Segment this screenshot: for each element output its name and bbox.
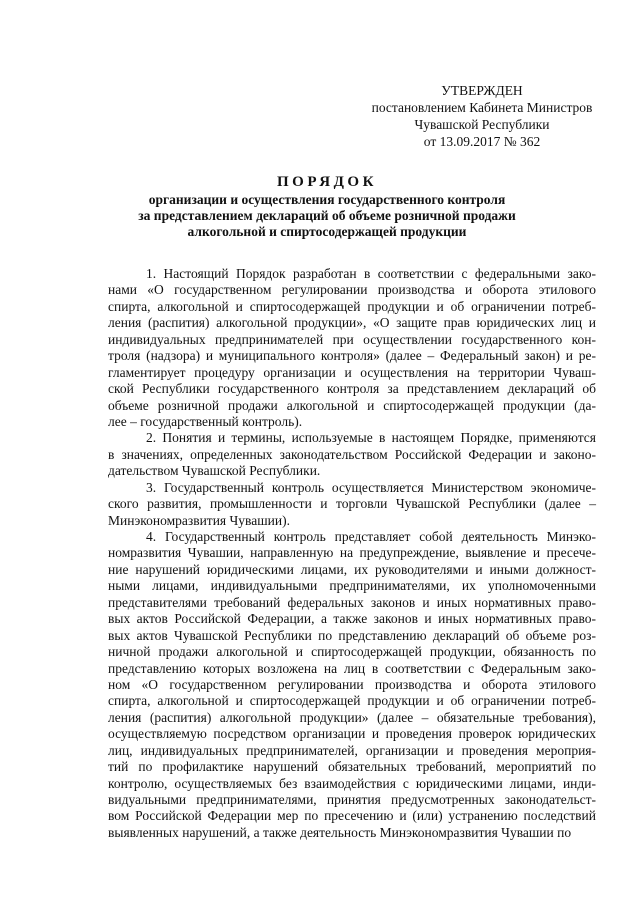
paragraph-3 [108, 480, 596, 529]
text-line: вых актов Чувашской Республики по представлению деклараций об объеме роз- [108, 627, 596, 643]
document-title: ПОРЯДОК [277, 174, 377, 190]
text-line: осуществляемую посредством организации и проведения проверок юридических [108, 726, 596, 742]
approval-stamp [362, 82, 602, 150]
subtitle-line: алкогольной и спиртосодержащей продукции [187, 224, 467, 239]
approval-line-2: Чувашской Республики [414, 117, 550, 132]
text-line: ления (распития) алкогольной продукции», «О защите прав юридических лиц и [108, 315, 596, 331]
text-line: тий по профилактике нарушений обязательных требований, мероприятий по [108, 759, 596, 775]
text-line: дательством Чувашской Республики. [108, 463, 321, 479]
text-line: 1. Настоящий Порядок разработан в соответствии с федеральными зако- [146, 266, 596, 281]
approval-line-3: от 13.09.2017 № 362 [423, 134, 541, 149]
paragraph-2 [108, 430, 596, 479]
text-line: ской Республики государственного контроля за представлением деклараций об [108, 381, 596, 397]
text-line: гламентирует процедуру организации и осуществления на территории Чуваш- [108, 364, 596, 380]
subtitle-line: за представлением деклараций об объеме розничной продажи [138, 208, 516, 223]
text-line: нами «О государственном регулировании производства и оборота этилового [108, 282, 596, 298]
text-line: объеме розничной продажи алкогольной и спиртосодержащей продукции (да- [108, 397, 596, 413]
text-line: 4. Государственный контроль представляет собой деятельность Минэко- [146, 529, 596, 544]
paragraph-1 [108, 266, 596, 430]
text-line: лиц, индивидуальных предпринимателей, организации и проведения мероприя- [108, 742, 596, 758]
text-line: номразвития Чувашии, направленную на предупреждение, выявление и пресече- [108, 545, 596, 561]
approval-heading: УТВЕРЖДЕН [441, 83, 523, 98]
text-line: 3. Государственный контроль осуществляется Министерством экономиче- [146, 479, 596, 495]
body-text [108, 266, 596, 841]
text-line: спирта, алкогольной и спиртосодержащей продукции и об ограничении потреб- [108, 693, 596, 709]
text-line: ления (распития) алкогольной продукции» (далее – обязательные требования), [108, 709, 596, 725]
subtitle-line: организации и осуществления государственного контроля [148, 192, 506, 207]
text-line: спирта, алкогольной и спиртосодержащей продукции и об ограничении потреб- [108, 298, 596, 314]
text-line: Минэкономразвития Чувашии). [108, 512, 290, 528]
text-line: ние нарушений юридическими лицами, их руководителями и иными должност- [108, 561, 596, 577]
text-line: представителями требований федеральных законов и иных нормативных право- [108, 594, 596, 610]
title-block [60, 172, 594, 240]
text-line: ными лицами, индивидуальными предпринимателями, их уполномоченными [108, 578, 596, 594]
text-line: ничной продажи алкогольной и спиртосодержащей продукции, обязанность по [108, 644, 596, 660]
text-line: представлению которых возложена на лиц в соответствии с Федеральным зако- [108, 660, 596, 676]
text-line: в значениях, определенных законодательством Российской Федерации и законо- [108, 446, 596, 462]
text-line: выявленных нарушений, а также деятельность Минэкономразвития Чувашии по [108, 824, 572, 840]
approval-line-1: постановлением Кабинета Министров [371, 100, 593, 115]
text-line: видуальными предпринимателями, принятия предусмотренных законодательст- [108, 792, 596, 807]
text-line: 2. Понятия и термины, используемые в настоящем Порядке, применяются [146, 430, 596, 446]
text-line: вом Российской Федерации мер по пресечению и (или) устранению последствий [108, 808, 596, 824]
paragraph-4 [108, 529, 596, 841]
text-line: контролю, осуществляемых без взаимодействия с юридическими лицами, инди- [108, 775, 596, 791]
text-line: троля (надзора) и муниципального контроля» (далее – Федеральный закон) и ре- [108, 348, 596, 364]
text-line: вых актов Российской Федерации, а также законов и иных нормативных право- [108, 611, 596, 627]
document-subtitle [60, 192, 594, 240]
text-line: индивидуальных предпринимателей при осуществлении государственного кон- [108, 331, 596, 347]
text-line: лее – государственный контроль). [108, 413, 303, 429]
text-line: ского развития, промышленности и торговли Чувашской Республики (далее – [108, 496, 596, 512]
text-line: ном «О государственном регулировании производства и оборота этилового [108, 676, 596, 692]
